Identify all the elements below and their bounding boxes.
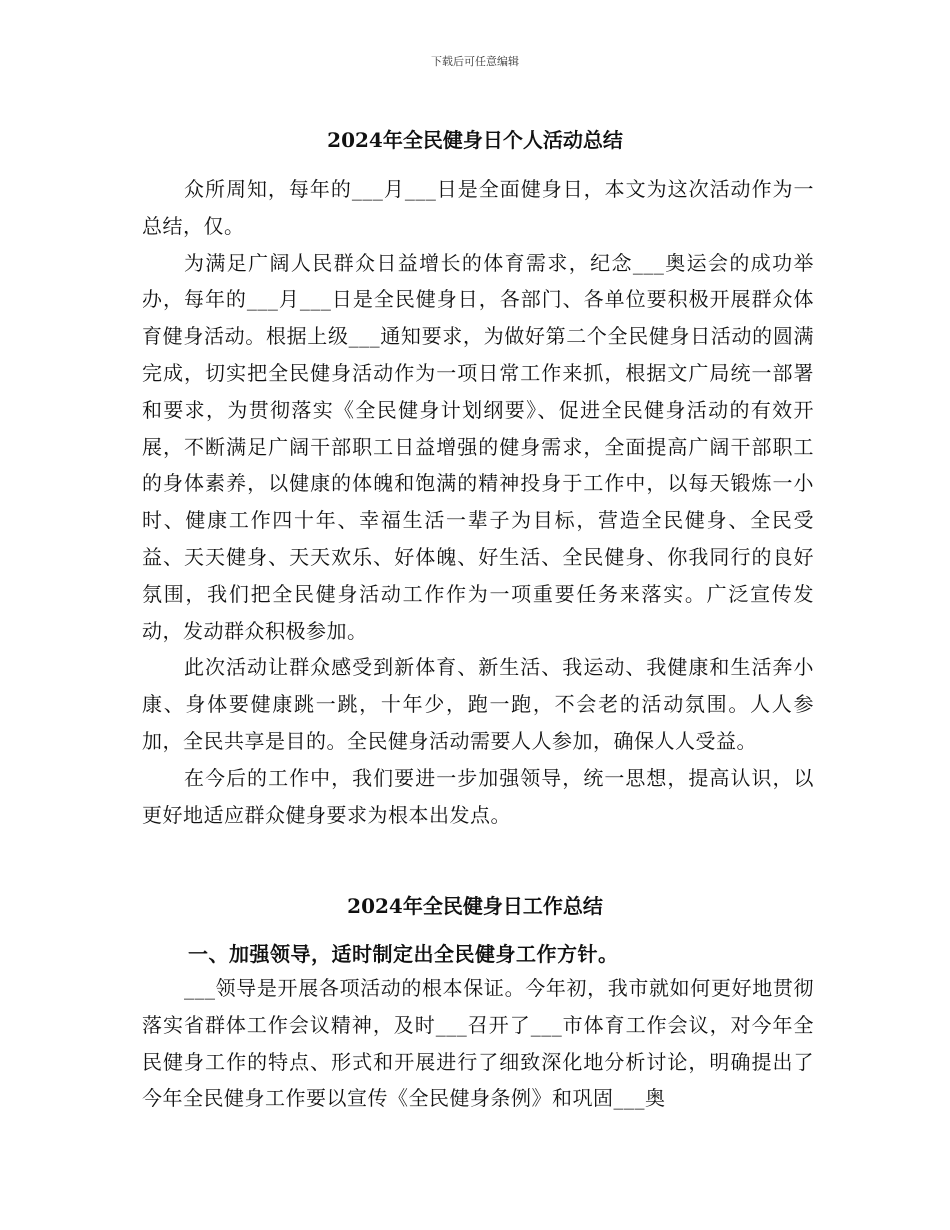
paragraph-5: ___领导是开展各项活动的根本保证。今年初，我市就如何更好地贯彻落实省群体工作会议精神，及时___召开了___市体育工作会议，对今年全民健身工作的特点、形式和开展进行了细致深化地分析讨论，明确提出了今年全民健身工作要以宣传《全民健身条例》和巩固___奥 bbox=[142, 976, 814, 1111]
document-title-1: 2024年全民健身日个人活动总结 bbox=[327, 128, 623, 152]
paragraph-2: 为满足广阔人民群众日益增长的体育需求，纪念___奥运会的成功举办，每年的___月___日是全民健身日，各部门、各单位要积极开展群众体育健身活动。根据上级___通知要求，为做好第二个全民健身日活动的圆满完成，切实把全民健身活动作为一项日常工作来抓，根据文广局统一部署和要求，为贯彻落实《全民健身计划纲要》、促进全民健身活动的有效开展，不断满足广阔干部职工日益增强的健身需求，全面提高广阔干部职工的身体素养，以健康的体魄和饱满的精神投身于工作中，以每天锻炼一小时、健康工作四十年、幸福生活一辈子为目标，营造全民健身、全民受益、天天健身、天天欢乐、好体魄、好生活、全民健身、你我同行的良好氛围，我们把全民健身活动工作作为一项重要任务来落实。广泛宣传发动，发动群众积极参加。 bbox=[142, 250, 814, 643]
section-heading-1: 一、加强领导，适时制定出全民健身工作方针。 bbox=[188, 942, 619, 966]
paragraph-3: 此次活动让群众感受到新体育、新生活、我运动、我健康和生活奔小康、身体要健康跳一跳，十年少，跑一跑，不会老的活动氛围。人人参加，全民共享是目的。全民健身活动需要人人参加，确保人人受益。 bbox=[142, 655, 814, 753]
page-header-note: 下载后可任意编辑 bbox=[431, 55, 519, 68]
document-body-2 bbox=[142, 970, 814, 1117]
paragraph-1: 众所周知，每年的___月___日是全面健身日，本文为这次活动作为一总结，仅。 bbox=[142, 177, 814, 238]
document-body-1 bbox=[142, 171, 814, 833]
paragraph-4: 在今后的工作中，我们要进一步加强领导，统一思想，提高认识，以更好地适应群众健身要求为根本出发点。 bbox=[142, 765, 814, 827]
document-title-2: 2024年全民健身日工作总结 bbox=[347, 894, 603, 918]
